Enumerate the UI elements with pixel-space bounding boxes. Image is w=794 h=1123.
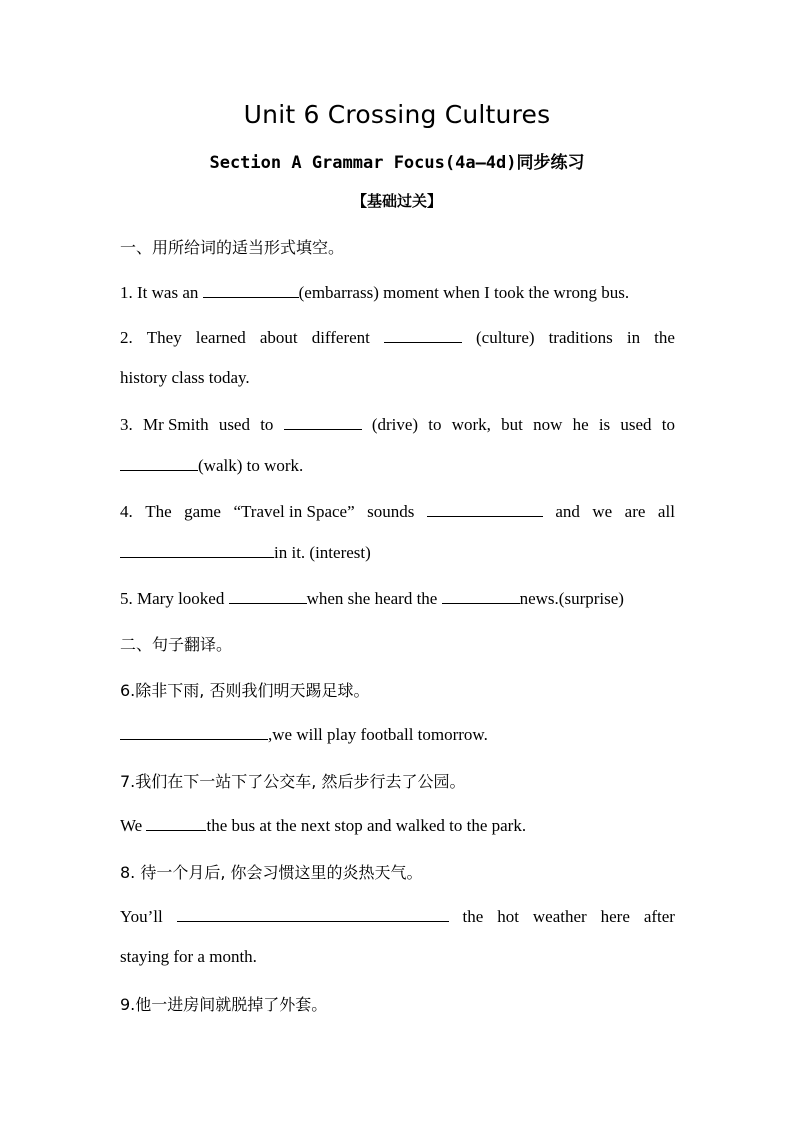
question-8-line-1 xyxy=(120,906,675,927)
q8-word: here xyxy=(600,907,630,926)
question-9-chinese: 9.他一进房间就脱掉了外套。 xyxy=(120,995,328,1014)
q3-word: used xyxy=(218,415,250,434)
q4-word: we xyxy=(592,502,613,521)
question-8-chinese: 8. 待一个月后, 你会习惯这里的炎热天气。 xyxy=(120,863,423,882)
q4-word: 4. xyxy=(120,502,133,521)
q3-word: (drive) xyxy=(371,415,419,434)
q3-word: is xyxy=(598,415,611,434)
question-4-line-1 xyxy=(120,501,675,522)
question-3-line-2 xyxy=(120,455,675,476)
q2-word: traditions xyxy=(548,328,613,347)
q4-blank-2[interactable] xyxy=(120,542,274,558)
q3-blank-2[interactable] xyxy=(120,455,198,471)
q5-text-post: news.(surprise) xyxy=(519,589,624,608)
q6-text-post: ,we will play football tomorrow. xyxy=(268,725,488,744)
question-2-line-2: history class today. xyxy=(120,368,250,387)
q2-word: learned xyxy=(195,328,246,347)
q5-text-mid: when she heard the xyxy=(306,589,438,608)
question-7-english xyxy=(120,815,675,836)
q3-word: Mr Smith xyxy=(142,415,209,434)
q8-blank[interactable] xyxy=(177,906,449,922)
q3-word: but xyxy=(501,415,523,434)
q2-word: 2. xyxy=(120,328,133,347)
q4-word: game xyxy=(184,502,221,521)
q6-blank[interactable] xyxy=(120,724,268,740)
q8-word: weather xyxy=(532,907,587,926)
q3-word: to xyxy=(661,415,675,434)
q1-blank[interactable] xyxy=(203,282,299,298)
q8-word: after xyxy=(643,907,675,926)
part2-heading: 二、句子翻译。 xyxy=(120,635,233,654)
q4-word: are xyxy=(624,502,646,521)
q2-word: (culture) xyxy=(476,328,535,347)
q3-blank-1[interactable] xyxy=(284,414,362,430)
question-6-english xyxy=(120,724,675,745)
q5-blank-1[interactable] xyxy=(229,588,307,604)
q1-text-pre: 1. It was an xyxy=(120,283,199,302)
q3-word: used xyxy=(620,415,652,434)
question-5 xyxy=(120,588,675,609)
question-4-line-2 xyxy=(120,542,675,563)
q7-text-post: the bus at the next stop and walked to the park. xyxy=(206,816,527,835)
part1-heading: 一、用所给词的适当形式填空。 xyxy=(120,238,345,257)
question-6-chinese: 6.除非下雨, 否则我们明天踢足球。 xyxy=(120,681,370,700)
q4-text-post: in it. (interest) xyxy=(274,543,371,562)
question-2-line-1 xyxy=(120,327,675,348)
page-subtitle: Section A Grammar Focus(4a—4d)同步练习 xyxy=(209,153,585,173)
q8-word: You’ll xyxy=(120,907,163,926)
q2-word: in xyxy=(626,328,641,347)
q3-word: he xyxy=(572,415,589,434)
q7-blank[interactable] xyxy=(146,815,206,831)
q2-word: the xyxy=(654,328,675,347)
q4-blank-1[interactable] xyxy=(427,501,543,517)
q2-word: different xyxy=(311,328,370,347)
question-3-line-1 xyxy=(120,414,675,435)
q4-word: “Travel in Space” xyxy=(233,502,355,521)
q4-word: all xyxy=(657,502,675,521)
question-7-chinese: 7.我们在下一站下了公交车, 然后步行去了公园。 xyxy=(120,772,466,791)
question-8-line-2: staying for a month. xyxy=(120,947,257,966)
q3-word: to xyxy=(428,415,442,434)
page-title: Unit 6 Crossing Cultures xyxy=(243,100,551,129)
q3-text-post: (walk) to work. xyxy=(198,456,304,475)
section-banner: 【基础过关】 xyxy=(351,192,442,210)
q7-text-pre: We xyxy=(120,816,143,835)
q4-word: The xyxy=(145,502,172,521)
q4-word: and xyxy=(555,502,580,521)
q8-word: hot xyxy=(497,907,519,926)
q2-word: about xyxy=(259,328,298,347)
q3-word: work, xyxy=(451,415,491,434)
q2-word: They xyxy=(146,328,182,347)
q3-word: now xyxy=(533,415,563,434)
q5-blank-2[interactable] xyxy=(442,588,520,604)
q3-word: to xyxy=(260,415,274,434)
q1-text-post: (embarrass) moment when I took the wrong bus. xyxy=(298,283,630,302)
q3-word: 3. xyxy=(120,415,133,434)
question-1 xyxy=(120,282,675,303)
q5-text-pre: 5. Mary looked xyxy=(120,589,225,608)
q4-word: sounds xyxy=(367,502,415,521)
q2-blank[interactable] xyxy=(384,327,462,343)
q8-word: the xyxy=(462,907,484,926)
